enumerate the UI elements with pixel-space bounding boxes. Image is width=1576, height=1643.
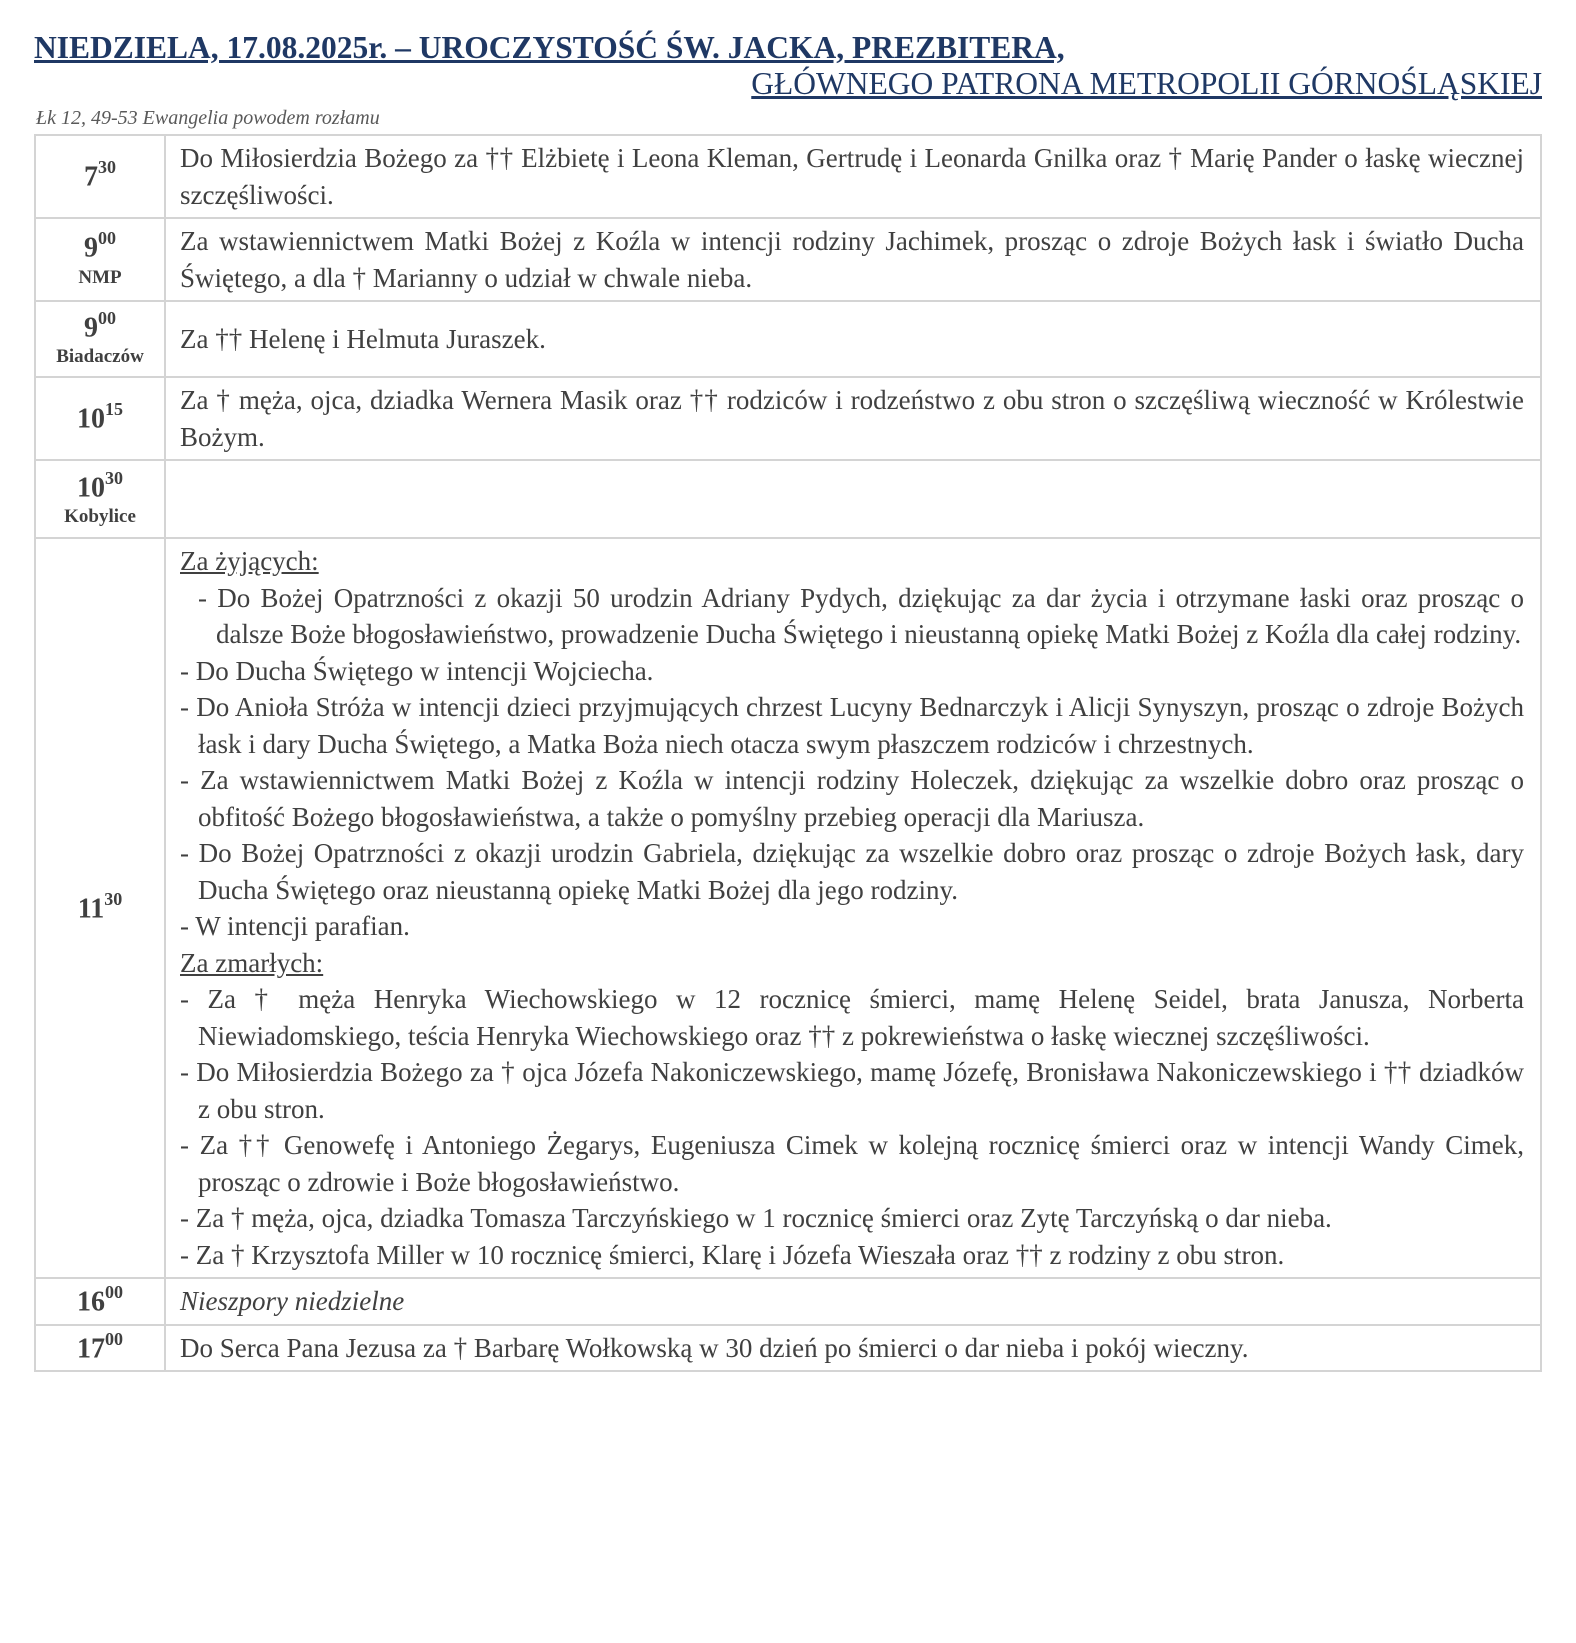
mass-minutes: 30	[98, 157, 116, 178]
page-title-line2: GŁÓWNEGO PATRONA METROPOLII GÓRNOŚLĄSKIEJ	[751, 66, 1542, 101]
intention-text: Za wstawiennictwem Matki Bożej z Koźla w intencji rodziny Jachimek, prosząc o zdroje Bożych łask i światło Ducha Świętego, a dla † Marianny o udział w chwale nieba.	[165, 218, 1541, 301]
list-item: - Za † męża, ojca, dziadka Tomasza Tarczyńskiego w 1 rocznicę śmierci oraz Zytę Tarczyńską o dar nieba.	[180, 1203, 1332, 1233]
mass-time	[35, 1278, 165, 1325]
mass-hour: 9	[84, 232, 98, 264]
table-row	[35, 538, 1541, 1278]
list-item: - Za † Krzysztofa Miller w 10 rocznicę śmierci, Klarę i Józefa Wieszała oraz †† z rodziny z obu stron.	[180, 1239, 1285, 1270]
intention-text: Za †† Helenę i Helmuta Juraszek.	[165, 301, 1541, 377]
mass-hour: 9	[84, 312, 98, 344]
table-row	[35, 377, 1541, 460]
mass-minutes: 00	[98, 228, 116, 249]
list-item: - Do Ducha Świętego w intencji Wojciecha.	[180, 655, 654, 686]
mass-hour: 10	[77, 472, 105, 504]
page-title: NIEDZIELA, 17.08.2025r. – UROCZYSTOŚĆ ŚW. JACKA, PREZBITERA,	[34, 30, 1065, 65]
mass-time	[35, 538, 165, 1278]
mass-time	[35, 218, 165, 301]
mass-minutes: 30	[104, 888, 123, 909]
mass-location: NMP	[78, 266, 122, 288]
mass-time	[35, 301, 165, 377]
mass-time	[35, 377, 165, 460]
list-item: - Do Bożej Opatrzności z okazji 50 urodzin Adriany Pydych, dziękując za dar życia i otrzymane łaski oraz prosząc o dalsze Boże błogosławieństwo, prowadzenie Ducha Świętego i nieustanną opiekę Matki Bożej z Koźla dla całej rodziny.	[198, 582, 1524, 649]
mass-minutes: 00	[98, 307, 116, 328]
mass-hour: 16	[77, 1286, 105, 1318]
living-section-header: Za żyjących:	[180, 546, 319, 576]
intention-text: Nieszpory niedzielne	[165, 1278, 1541, 1325]
mass-minutes: 15	[105, 399, 123, 420]
table-row	[35, 301, 1541, 377]
list-item: - Do Bożej Opatrzności z okazji urodzin Gabriela, dziękując za wszelkie dobro oraz prosząc o zdroje Bożych łask, dary Ducha Świętego oraz nieustanną opiekę Matki Bożej dla jego rodziny.	[180, 838, 1524, 905]
intention-text	[165, 460, 1541, 538]
mass-location: Biadaczów	[56, 346, 144, 368]
list-item: - Do Miłosierdzia Bożego za † ojca Józefa Nakoniczewskiego, mamę Józefę, Bronisława Nakoniczewskiego i †† dziadków z obu stron.	[180, 1057, 1524, 1124]
list-item: - Za † męża Henryka Wiechowskiego w 12 rocznicę śmierci, mamę Helenę Seidel, brata Janusza, Norberta Niewiadomskiego, teścia Henryka Wiechowskiego oraz †† z pokrewieństwa o łaskę wiecznej szczęśliwości.	[180, 984, 1524, 1051]
mass-minutes: 00	[105, 1282, 123, 1303]
mass-hour: 17	[77, 1332, 105, 1364]
gospel-reference: Łk 12, 49-53 Ewangelia powodem rozłamu	[36, 107, 380, 129]
page	[34, 30, 1542, 1372]
list-item: - Za †† Genowefę i Antoniego Żegarys, Eugeniusza Cimek w kolejną rocznicę śmierci oraz w intencji Wandy Cimek, prosząc o zdrowie i Boże błogosławieństwo.	[180, 1130, 1524, 1197]
mass-intentions-table	[34, 134, 1542, 1372]
mass-minutes: 30	[105, 467, 123, 488]
dead-section-header: Za zmarłych:	[180, 947, 324, 978]
table-row	[35, 135, 1541, 218]
mass-time	[35, 1325, 165, 1372]
list-item: - Do Anioła Stróża w intencji dzieci przyjmujących chrzest Lucyny Bednarczyk i Alicji Synyszyn, prosząc o zdroje Bożych łask i dary Ducha Świętego, a Matka Boża niech otacza swym płaszczem rodziców i chrzestnych.	[180, 692, 1524, 759]
mass-location: Kobylice	[64, 506, 136, 528]
table-row	[35, 1325, 1541, 1372]
intention-text: Do Miłosierdzia Bożego za †† Elżbietę i Leona Kleman, Gertrudę i Leonarda Gnilka oraz † Marię Pander o łaskę wiecznej szczęśliwości.	[165, 135, 1541, 218]
mass-time	[35, 135, 165, 218]
intention-text: Za † męża, ojca, dziadka Wernera Masik oraz †† rodziców i rodzeństwo z obu stron o szczęśliwą wieczność w Królestwie Bożym.	[165, 377, 1541, 460]
list-item: - Za wstawiennictwem Matki Bożej z Koźla w intencji rodziny Holeczek, dziękując za wszelkie dobro oraz prosząc o obfitość Bożego błogosławieństwa, a także o pomyślny przebieg operacji dla Mariusza.	[180, 765, 1524, 832]
mass-time	[35, 460, 165, 538]
mass-hour: 10	[77, 403, 105, 435]
intention-text: Do Serca Pana Jezusa za † Barbarę Wołkowską w 30 dzień po śmierci o dar nieba i pokój wieczny.	[165, 1325, 1541, 1372]
table-row	[35, 218, 1541, 301]
list-item: - W intencji parafian.	[180, 911, 410, 941]
table-row	[35, 1278, 1541, 1325]
mass-hour: 7	[84, 161, 98, 193]
mass-minutes: 00	[105, 1328, 123, 1349]
intention-text	[165, 538, 1541, 1278]
table-row	[35, 460, 1541, 538]
mass-hour: 11	[77, 893, 105, 925]
